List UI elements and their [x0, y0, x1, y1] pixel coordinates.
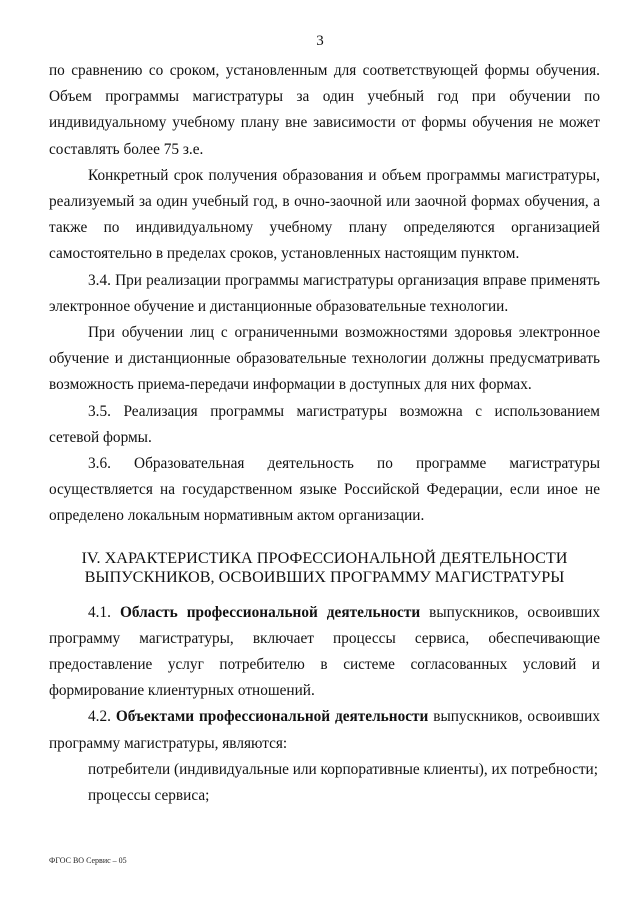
section-heading-line-2: ВЫПУСКНИКОВ, ОСВОИВШИХ ПРОГРАММУ МАГИСТРАТУРЫ: [84, 567, 565, 586]
paragraph-3-4: 3.4. При реализации программы магистратуры организация вправе применять электронное обучение и дистанционные образовательные технологии.: [49, 271, 600, 315]
page-number: 3: [316, 33, 324, 49]
document-body: [49, 58, 600, 809]
paragraph-1: по сравнению со сроком, установленным для соответствующей формы обучения. Объем программы магистратуры за один учебный год при обучении по индивидуальному учебному плану вне зависимости от формы обучения не может составлять более 75 з.е.: [49, 62, 600, 158]
section-heading-line-1: IV. ХАРАКТЕРИСТИКА ПРОФЕССИОНАЛЬНОЙ ДЕЯТЕЛЬНОСТИ: [81, 548, 568, 567]
paragraph-2: Конкретный срок получения образования и объем программы магистратуры, реализуемый за один учебный год, в очно-заочной или заочной формах обучения, а также по индивидуальному учебному плану определяются организацией самостоятельно в пределах сроков, установленных настоящим пунктом.: [49, 166, 600, 263]
section-heading: [49, 549, 600, 587]
list-item: потребители (индивидуальные или корпоративные клиенты), их потребности;: [88, 760, 598, 778]
paragraph-4-2: [49, 704, 600, 756]
paragraph-3-6: 3.6. Образовательная деятельность по программе магистратуры осуществляется на государственном языке Российской Федерации, если иное не определено локальным нормативным актом организации.: [49, 455, 600, 525]
paragraph-4-1: [49, 600, 600, 705]
section-4-2-number: 4.2.: [88, 708, 111, 726]
section-4-1-term: Область профессиональной деятельности: [119, 603, 421, 621]
section-4-2-term: Объектами профессиональной деятельности: [115, 708, 429, 726]
list-item: процессы сервиса;: [88, 787, 210, 805]
paragraph-disabilities: При обучении лиц с ограниченными возможностями здоровья электронное обучение и дистанционные образовательные технологии должны предусматривать возможность приема-передачи информации в доступных для них формах.: [49, 324, 600, 394]
page-footer: ФГОС ВО Сервис – 05: [49, 856, 127, 865]
paragraph-3-5: 3.5. Реализация программы магистратуры возможна с использованием сетевой формы.: [49, 402, 600, 446]
section-4-1-text: выпускников, освоивших программу магистратуры, включает процессы сервиса, обеспечивающие предоставление услуг потребителю в системе согласованных условий и формирование клиентурных отношений.: [49, 603, 601, 700]
section-4-1-number: 4.1.: [88, 603, 111, 621]
section-4-2-text: выпускников, освоивших программу магистратуры, являются:: [49, 708, 601, 752]
